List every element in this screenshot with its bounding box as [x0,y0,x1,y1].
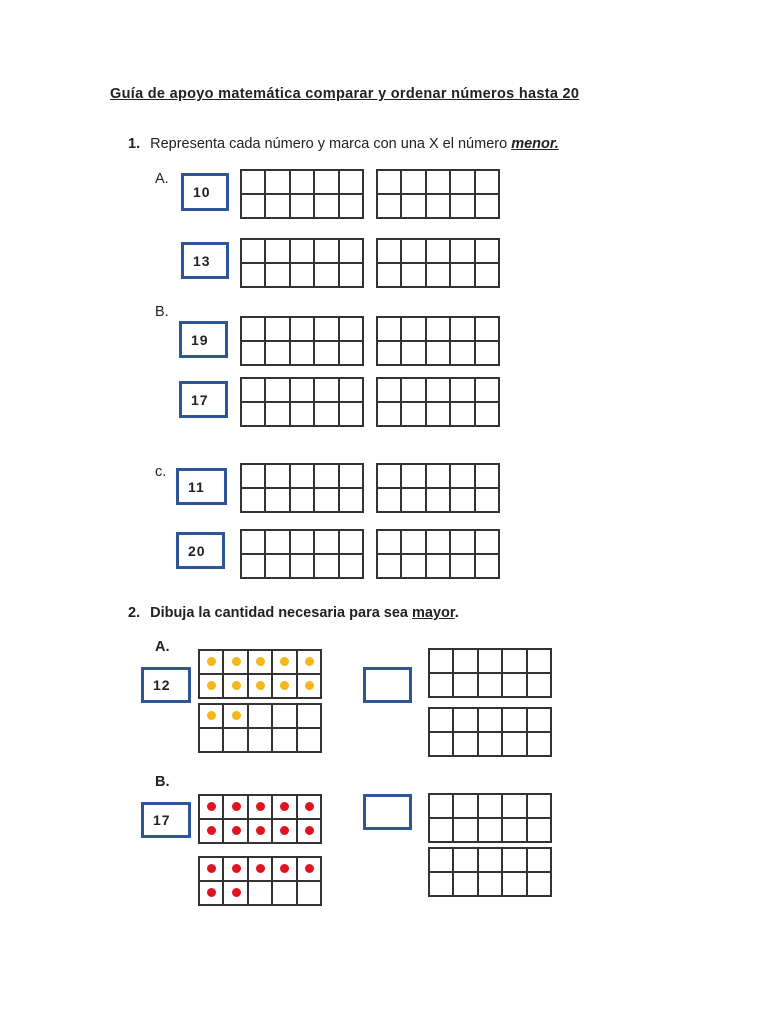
frame-cell[interactable] [429,794,453,818]
group-letter-b: B. [155,774,170,790]
ten-frame[interactable] [376,316,500,366]
frame-cell[interactable] [527,708,551,732]
frame-cell[interactable] [265,194,289,218]
frame-cell[interactable] [429,732,453,756]
frame-cell[interactable] [265,378,289,402]
counter-dot [232,802,241,811]
frame-cell[interactable] [401,341,425,365]
frame-cell[interactable] [450,317,474,341]
frame-cell[interactable] [429,848,453,872]
frame-cell[interactable] [475,317,499,341]
frame-cell[interactable] [241,530,265,554]
frame-cell[interactable] [223,881,247,905]
counter-dot [207,888,216,897]
frame-cell[interactable] [290,402,314,426]
counter-dot [207,826,216,835]
counter-dot [232,711,241,720]
frame-cell[interactable] [478,848,502,872]
frame-cell[interactable] [429,673,453,697]
counter-dot [232,888,241,897]
frame-cell[interactable] [527,732,551,756]
number-box: 13 [181,242,229,279]
frame-cell[interactable] [272,674,296,698]
frame-cell[interactable] [377,170,401,194]
frame-cell[interactable] [377,488,401,512]
frame-cell[interactable] [527,848,551,872]
counter-dot [207,657,216,666]
frame-cell[interactable] [265,402,289,426]
frame-cell[interactable] [426,464,450,488]
ten-frame[interactable] [198,649,322,699]
frame-cell[interactable] [426,341,450,365]
frame-cell[interactable] [475,194,499,218]
frame-cell[interactable] [453,872,477,896]
frame-cell[interactable] [290,530,314,554]
frame-cell[interactable] [478,872,502,896]
frame-cell[interactable] [199,704,223,728]
frame-cell[interactable] [502,649,526,673]
frame-cell[interactable] [401,317,425,341]
frame-cell[interactable] [297,819,321,843]
frame-cell[interactable] [502,673,526,697]
frame-cell[interactable] [248,857,272,881]
frame-cell[interactable] [241,554,265,578]
frame-cell[interactable] [223,819,247,843]
counter-dot [305,802,314,811]
counter-dot [232,681,241,690]
frame-cell[interactable] [290,170,314,194]
frame-cell[interactable] [290,263,314,287]
ten-frame[interactable] [240,238,364,288]
frame-cell[interactable] [377,378,401,402]
frame-cell[interactable] [314,488,338,512]
frame-cell[interactable] [377,239,401,263]
frame-cell[interactable] [314,341,338,365]
frame-cell[interactable] [377,263,401,287]
frame-cell[interactable] [377,317,401,341]
frame-cell[interactable] [426,378,450,402]
frame-cell[interactable] [453,673,477,697]
number-box: 17 [141,802,191,838]
ten-frame[interactable] [198,703,322,753]
counter-dot [280,864,289,873]
frame-cell[interactable] [272,650,296,674]
frame-cell[interactable] [453,818,477,842]
frame-cell[interactable] [241,194,265,218]
frame-cell[interactable] [478,649,502,673]
frame-cell[interactable] [314,170,338,194]
frame-cell[interactable] [248,795,272,819]
frame-cell[interactable] [450,554,474,578]
frame-cell[interactable] [478,708,502,732]
frame-cell[interactable] [248,819,272,843]
frame-cell[interactable] [453,848,477,872]
frame-cell[interactable] [290,317,314,341]
ten-frame[interactable] [240,169,364,219]
ten-frame[interactable] [198,856,322,906]
frame-cell[interactable] [297,857,321,881]
frame-cell[interactable] [453,708,477,732]
frame-cell[interactable] [429,649,453,673]
frame-cell[interactable] [314,402,338,426]
frame-cell[interactable] [265,263,289,287]
frame-cell[interactable] [401,402,425,426]
frame-cell[interactable] [478,794,502,818]
counter-dot [232,826,241,835]
frame-cell[interactable] [475,402,499,426]
frame-cell[interactable] [290,464,314,488]
frame-cell[interactable] [429,872,453,896]
number-box: 12 [141,667,191,703]
frame-cell[interactable] [272,728,296,752]
frame-cell[interactable] [297,728,321,752]
frame-cell[interactable] [502,872,526,896]
counter-dot [280,681,289,690]
frame-cell[interactable] [265,317,289,341]
frame-cell[interactable] [339,378,363,402]
ten-frame[interactable] [240,316,364,366]
group-letter-a: A. [155,639,170,655]
frame-cell[interactable] [453,732,477,756]
counter-dot [256,657,265,666]
answer-box[interactable] [363,667,412,703]
frame-cell[interactable] [241,464,265,488]
frame-cell[interactable] [426,488,450,512]
counter-dot [305,826,314,835]
counter-dot [232,657,241,666]
number-box: 17 [179,381,228,418]
ten-frame[interactable] [240,377,364,427]
frame-cell[interactable] [241,378,265,402]
frame-cell[interactable] [272,795,296,819]
frame-cell[interactable] [223,674,247,698]
frame-cell[interactable] [290,554,314,578]
frame-cell[interactable] [527,649,551,673]
frame-cell[interactable] [339,317,363,341]
counter-dot [207,864,216,873]
frame-cell[interactable] [475,263,499,287]
frame-cell[interactable] [265,239,289,263]
frame-cell[interactable] [223,704,247,728]
ten-frame[interactable] [240,463,364,513]
frame-cell[interactable] [248,728,272,752]
frame-cell[interactable] [426,170,450,194]
frame-cell[interactable] [223,650,247,674]
frame-cell[interactable] [314,239,338,263]
frame-cell[interactable] [429,708,453,732]
frame-cell[interactable] [475,341,499,365]
frame-cell[interactable] [475,239,499,263]
frame-cell[interactable] [241,402,265,426]
frame-cell[interactable] [314,464,338,488]
frame-cell[interactable] [377,464,401,488]
frame-cell[interactable] [450,378,474,402]
frame-cell[interactable] [314,194,338,218]
frame-cell[interactable] [339,194,363,218]
frame-cell[interactable] [297,881,321,905]
frame-cell[interactable] [450,194,474,218]
frame-cell[interactable] [272,857,296,881]
frame-cell[interactable] [241,488,265,512]
counter-dot [280,826,289,835]
frame-cell[interactable] [248,650,272,674]
frame-cell[interactable] [502,732,526,756]
counter-dot [207,802,216,811]
frame-cell[interactable] [450,402,474,426]
ten-frame[interactable] [376,463,500,513]
frame-cell[interactable] [450,263,474,287]
frame-cell[interactable] [475,378,499,402]
frame-cell[interactable] [450,488,474,512]
frame-cell[interactable] [265,341,289,365]
frame-cell[interactable] [223,795,247,819]
frame-cell[interactable] [426,554,450,578]
ten-frame[interactable] [376,529,500,579]
frame-cell[interactable] [475,170,499,194]
frame-cell[interactable] [199,795,223,819]
frame-cell[interactable] [290,341,314,365]
frame-cell[interactable] [290,194,314,218]
question-1-prompt [128,136,559,152]
frame-cell[interactable] [475,488,499,512]
frame-cell[interactable] [377,402,401,426]
frame-cell[interactable] [199,674,223,698]
ten-frame[interactable] [428,793,552,843]
frame-cell[interactable] [401,194,425,218]
group-letter-a: A. [155,171,169,187]
question-number: 1. [128,136,141,152]
frame-cell[interactable] [478,818,502,842]
question-emphasis: menor. [511,136,559,152]
ten-frame[interactable] [428,847,552,897]
frame-cell[interactable] [502,708,526,732]
frame-cell[interactable] [478,732,502,756]
frame-cell[interactable] [475,464,499,488]
answer-box[interactable] [363,794,412,830]
frame-cell[interactable] [478,673,502,697]
number-box: 10 [181,173,229,211]
frame-cell[interactable] [290,488,314,512]
counter-dot [280,657,289,666]
number-box: 11 [176,468,227,505]
number-box: 19 [179,321,228,358]
frame-cell[interactable] [339,170,363,194]
frame-cell[interactable] [527,794,551,818]
frame-cell[interactable] [401,239,425,263]
frame-cell[interactable] [450,170,474,194]
counter-dot [256,681,265,690]
frame-cell[interactable] [339,263,363,287]
ten-frame[interactable] [428,648,552,698]
frame-cell[interactable] [377,554,401,578]
frame-cell[interactable] [223,728,247,752]
question-emphasis: mayor [412,605,455,621]
counter-dot [207,681,216,690]
frame-cell[interactable] [339,402,363,426]
frame-cell[interactable] [223,857,247,881]
frame-cell[interactable] [450,341,474,365]
counter-dot [207,711,216,720]
question-number: 2. [128,605,141,621]
question-2-prompt [128,605,459,621]
ten-frame[interactable] [428,707,552,757]
group-letter-b: B. [155,304,169,320]
frame-cell[interactable] [314,554,338,578]
frame-cell[interactable] [377,530,401,554]
frame-cell[interactable] [527,673,551,697]
frame-cell[interactable] [199,650,223,674]
frame-cell[interactable] [199,881,223,905]
frame-cell[interactable] [339,341,363,365]
frame-cell[interactable] [401,530,425,554]
frame-cell[interactable] [453,794,477,818]
frame-cell[interactable] [290,378,314,402]
counter-dot [256,826,265,835]
frame-cell[interactable] [426,530,450,554]
frame-cell[interactable] [297,674,321,698]
ten-frame[interactable] [376,238,500,288]
frame-cell[interactable] [272,881,296,905]
frame-cell[interactable] [377,194,401,218]
frame-cell[interactable] [377,341,401,365]
group-letter-c: c. [155,464,167,480]
ten-frame[interactable] [376,169,500,219]
frame-cell[interactable] [248,674,272,698]
frame-cell[interactable] [265,170,289,194]
frame-cell[interactable] [401,554,425,578]
frame-cell[interactable] [475,530,499,554]
frame-cell[interactable] [272,819,296,843]
question-end: . [454,605,459,621]
frame-cell[interactable] [314,530,338,554]
frame-cell[interactable] [502,794,526,818]
number-box: 20 [176,532,225,569]
frame-cell[interactable] [339,239,363,263]
frame-cell[interactable] [314,317,338,341]
question-text: Representa cada número y marca con una X el número [150,136,512,152]
counter-dot [232,864,241,873]
frame-cell[interactable] [241,341,265,365]
page-title: Guía de apoyo matemática comparar y ordenar números hasta 20 [110,86,580,102]
frame-cell[interactable] [527,872,551,896]
frame-cell[interactable] [426,317,450,341]
frame-cell[interactable] [401,263,425,287]
frame-cell[interactable] [241,170,265,194]
frame-cell[interactable] [272,704,296,728]
frame-cell[interactable] [265,530,289,554]
frame-cell[interactable] [339,530,363,554]
frame-cell[interactable] [199,857,223,881]
counter-dot [280,802,289,811]
frame-cell[interactable] [339,488,363,512]
frame-cell[interactable] [339,464,363,488]
frame-cell[interactable] [199,819,223,843]
frame-cell[interactable] [248,881,272,905]
frame-cell[interactable] [401,488,425,512]
frame-cell[interactable] [450,530,474,554]
frame-cell[interactable] [265,464,289,488]
question-text: Dibuja la cantidad necesaria para sea [150,605,413,621]
ten-frame[interactable] [376,377,500,427]
counter-dot [256,802,265,811]
frame-cell[interactable] [401,170,425,194]
frame-cell[interactable] [265,488,289,512]
frame-cell[interactable] [339,554,363,578]
frame-cell[interactable] [426,194,450,218]
frame-cell[interactable] [502,818,526,842]
frame-cell[interactable] [502,848,526,872]
frame-cell[interactable] [265,554,289,578]
frame-cell[interactable] [475,554,499,578]
frame-cell[interactable] [527,818,551,842]
frame-cell[interactable] [248,704,272,728]
ten-frame[interactable] [240,529,364,579]
frame-cell[interactable] [314,378,338,402]
frame-cell[interactable] [241,239,265,263]
counter-dot [305,864,314,873]
frame-cell[interactable] [401,378,425,402]
frame-cell[interactable] [290,239,314,263]
ten-frame[interactable] [198,794,322,844]
frame-cell[interactable] [241,317,265,341]
counter-dot [256,864,265,873]
frame-cell[interactable] [426,239,450,263]
counter-dot [305,657,314,666]
frame-cell[interactable] [314,263,338,287]
counter-dot [305,681,314,690]
frame-cell[interactable] [297,795,321,819]
frame-cell[interactable] [297,704,321,728]
frame-cell[interactable] [453,649,477,673]
frame-cell[interactable] [450,239,474,263]
frame-cell[interactable] [426,263,450,287]
frame-cell[interactable] [450,464,474,488]
frame-cell[interactable] [401,464,425,488]
frame-cell[interactable] [199,728,223,752]
frame-cell[interactable] [241,263,265,287]
frame-cell[interactable] [429,818,453,842]
frame-cell[interactable] [297,650,321,674]
frame-cell[interactable] [426,402,450,426]
